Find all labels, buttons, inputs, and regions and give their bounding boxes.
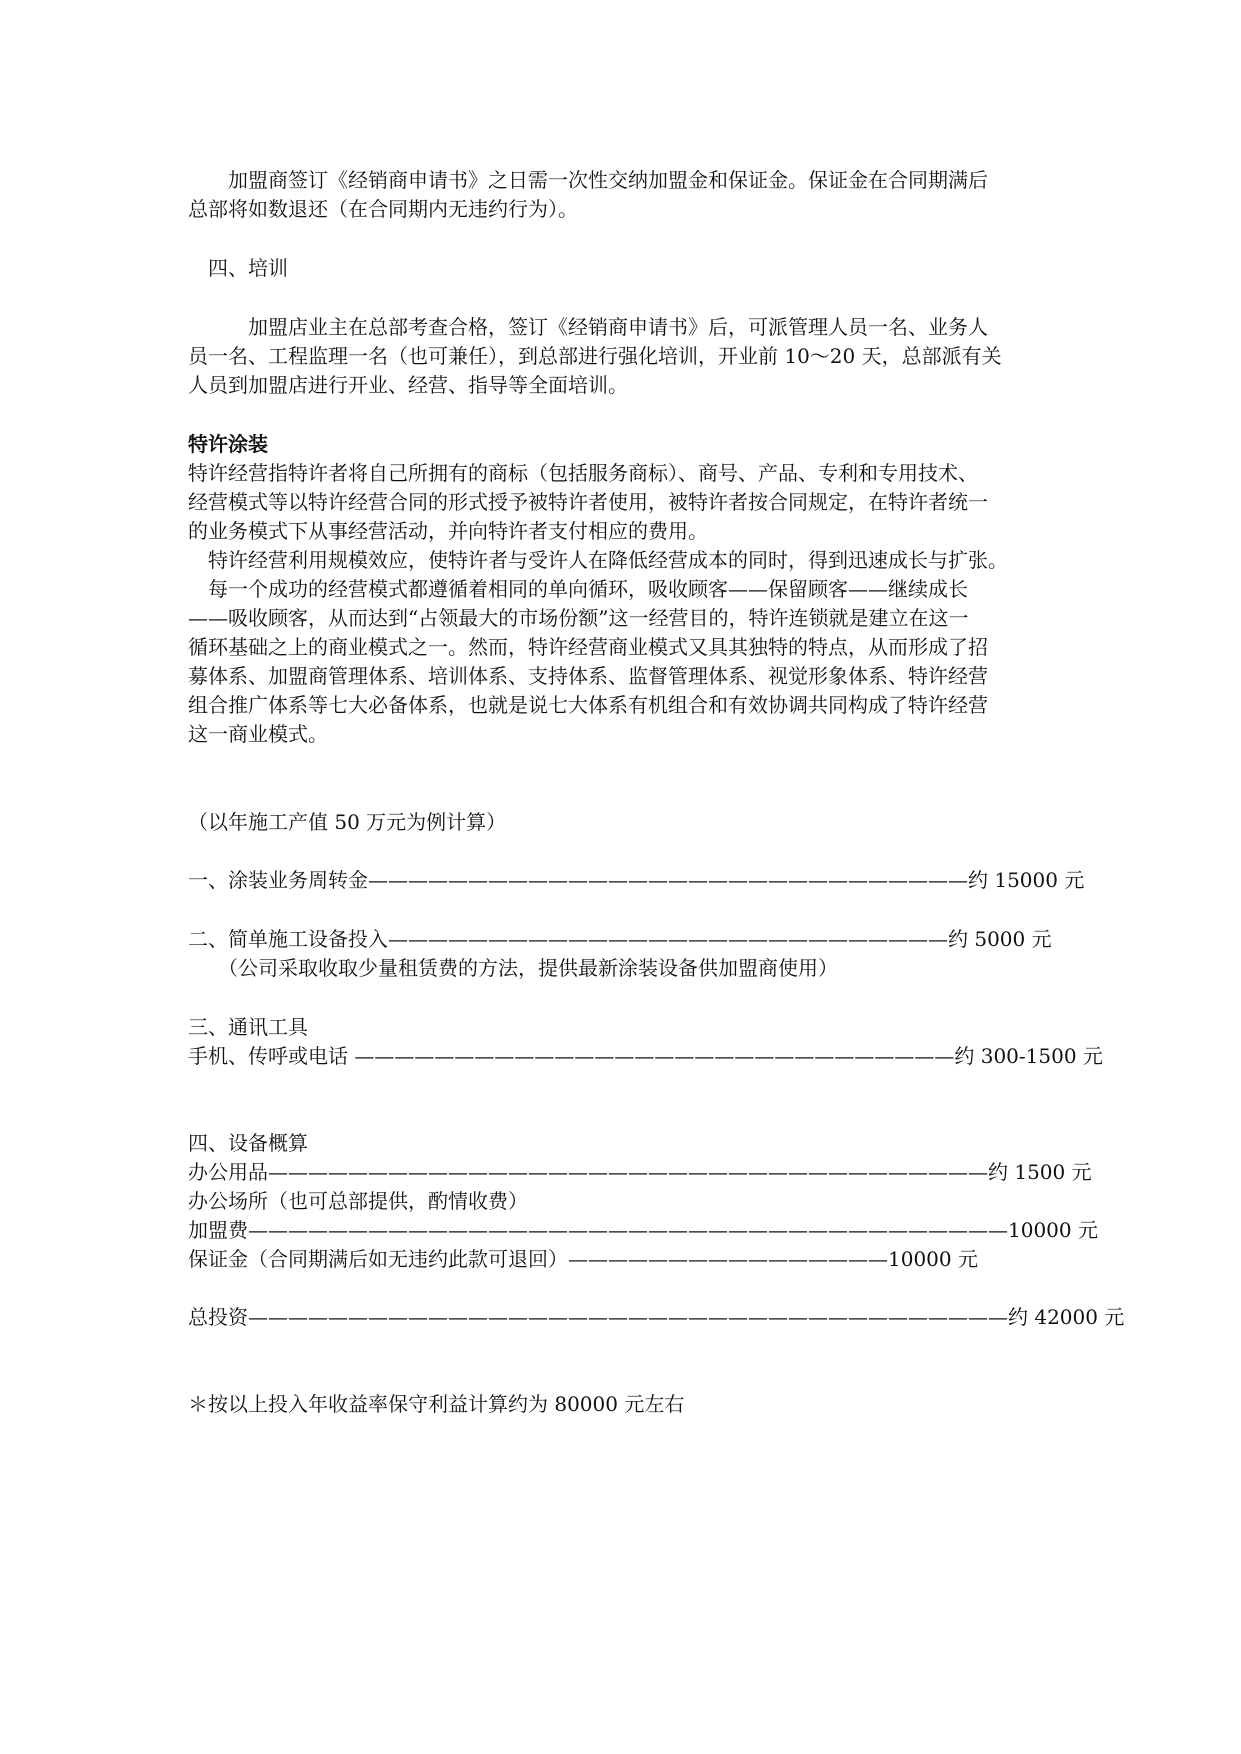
franchise-line: 循环基础之上的商业模式之一。然而，特许经营商业模式又具其独特的特点，从而形成了招 <box>188 635 988 659</box>
franchise-line: ——吸收顾客，从而达到“占领最大的市场份额”这一经营目的，特许连锁就是建立在这一 <box>188 606 969 630</box>
budget-item-office-space: 办公场所（也可总部提供，酌情收费） <box>188 1189 528 1213</box>
budget-item-communication: 手机、传呼或电话 ——————————————————————————————约 300-1500 元 <box>188 1044 1103 1068</box>
budget-footnote: ＊按以上投入年收益率保守利益计算约为 80000 元左右 <box>188 1392 685 1416</box>
deposit-paragraph-line-1: 加盟商签订《经销商申请书》之日需一次性交纳加盟金和保证金。保证金在合同期满后 <box>188 168 988 192</box>
franchise-line: 募体系、加盟商管理体系、培训体系、支持体系、监督管理体系、视觉形象体系、特许经营 <box>188 664 988 688</box>
budget-item-working-capital: 一、涂装业务周转金——————————————————————————————约 15000 元 <box>188 868 1085 892</box>
franchise-line: 这一商业模式。 <box>188 722 328 746</box>
budget-item-equipment: 二、简单施工设备投入————————————————————————————约 5000 元 <box>188 927 1052 951</box>
franchise-line: 每一个成功的经营模式都遵循着相同的单向循环，吸收顾客——保留顾客——继续成长 <box>188 577 968 601</box>
budget-item-franchise-fee: 加盟费——————————————————————————————————————10000 元 <box>188 1218 1098 1242</box>
franchise-line: 的业务模式下从事经营活动，并向特许者支付相应的费用。 <box>188 519 708 543</box>
training-paragraph-line-3: 人员到加盟店进行开业、经营、指导等全面培训。 <box>188 373 628 397</box>
budget-item-communication-heading: 三、通讯工具 <box>188 1015 308 1039</box>
budget-total: 总投资——————————————————————————————————————约 42000 元 <box>188 1305 1125 1329</box>
franchise-heading: 特许涂装 <box>188 432 268 456</box>
budget-item-equipment-estimate-heading: 四、设备概算 <box>188 1131 308 1155</box>
deposit-paragraph-line-2: 总部将如数退还（在合同期内无违约行为）。 <box>188 197 578 221</box>
franchise-line: 特许经营利用规模效应，使特许者与受许人在降低经营成本的同时，得到迅速成长与扩张。 <box>188 548 1008 572</box>
budget-item-equipment-note: （公司采取收取少量租赁费的方法，提供最新涂装设备供加盟商使用） <box>188 956 838 980</box>
training-paragraph-line-2: 员一名、工程监理一名（也可兼任），到总部进行强化培训，开业前 10～20 天，总部派有关 <box>188 344 1002 368</box>
training-paragraph-line-1: 加盟店业主在总部考查合格，签订《经销商申请书》后，可派管理人员一名、业务人 <box>188 315 988 339</box>
franchise-line: 经营模式等以特许经营合同的形式授予被特许者使用，被特许者按合同规定，在特许者统一 <box>188 490 988 514</box>
budget-note: （以年施工产值 50 万元为例计算） <box>188 810 507 834</box>
budget-item-office-supplies: 办公用品————————————————————————————————————约 1500 元 <box>188 1160 1092 1184</box>
training-heading: 四、培训 <box>188 256 288 280</box>
franchise-line: 组合推广体系等七大必备体系，也就是说七大体系有机组合和有效协调共同构成了特许经营 <box>188 693 988 717</box>
franchise-line: 特许经营指特许者将自己所拥有的商标（包括服务商标）、商号、产品、专利和专用技术、 <box>188 461 978 485</box>
budget-item-deposit: 保证金（合同期满后如无违约此款可退回）————————————————10000 元 <box>188 1247 978 1271</box>
